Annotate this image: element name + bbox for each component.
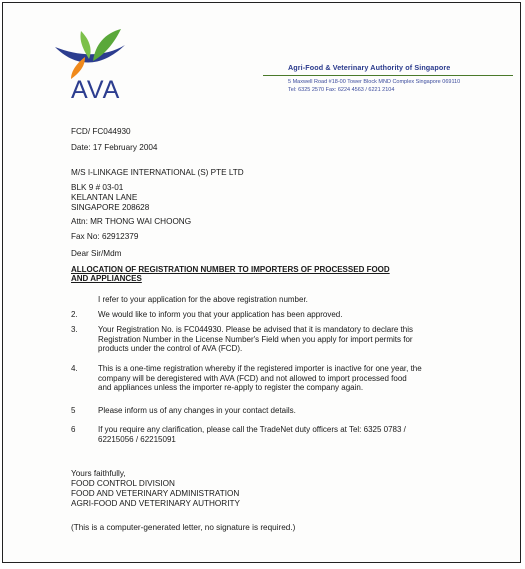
addressee-name: M/S I-LINKAGE INTERNATIONAL (S) PTE LTD [71, 168, 244, 177]
paragraph-number: 5 [71, 406, 76, 415]
subject-line-1: ALLOCATION OF REGISTRATION NUMBER TO IMPORTERS OF PROCESSED FOOD [71, 265, 390, 274]
paragraph-6: If you require any clarification, please call the TradeNet duty officers at Tel: 6325 0783 / 62215056 / 62215091 [98, 425, 406, 444]
logo-text: AVA [71, 76, 121, 104]
paragraph-2: We would like to inform you that your application has been approved. [98, 310, 343, 319]
addressee-address-3: SINGAPORE 208628 [71, 203, 150, 212]
paragraph-number: 6 [71, 425, 76, 434]
signature-line-1: FOOD CONTROL DIVISION [71, 479, 175, 488]
subject-line-2: AND APPLIANCES [71, 274, 142, 283]
paragraph-number: 2. [71, 310, 78, 319]
agency-address [288, 78, 460, 94]
letter-date: Date: 17 February 2004 [71, 143, 158, 152]
paragraph-1: I refer to your application for the above registration number. [98, 295, 308, 304]
address-line: 5 Maxwell Road #18-00 Tower Block MND Complex Singapore 069110 [288, 79, 461, 85]
computer-generated-note: (This is a computer-generated letter, no signature is required.) [71, 523, 296, 532]
signature-line-3: AGRI-FOOD AND VETERINARY AUTHORITY [71, 499, 240, 508]
agency-name: Agri-Food & Veterinary Authority of Singapore [288, 63, 451, 72]
header-divider [263, 75, 513, 76]
addressee-address-2: KELANTAN LANE [71, 193, 138, 202]
reference-number: FCD/ FC044930 [71, 127, 131, 136]
closing: Yours faithfully, [71, 469, 126, 478]
contact-line: Tel: 6325 2570 Fax: 6224 4563 / 6221 2104 [288, 87, 395, 93]
signature-line-2: FOOD AND VETERINARY ADMINISTRATION [71, 489, 240, 498]
addressee-address-1: BLK 9 # 03-01 [71, 183, 124, 192]
paragraph-3: Your Registration No. is FC044930. Please be advised that it is mandatory to declare this Registration Number in the License Number's Field when you apply for import permits for products under the control of AVA (FCD). [98, 325, 413, 354]
paragraph-5: Please inform us of any changes in your contact details. [98, 406, 296, 415]
fax-number: Fax No: 62912379 [71, 232, 139, 241]
salutation: Dear Sir/Mdm [71, 249, 122, 258]
letter-page [2, 2, 521, 563]
paragraph-number: 4. [71, 364, 78, 373]
paragraph-number: 3. [71, 325, 78, 334]
attention-line: Attn: MR THONG WAI CHOONG [71, 217, 192, 226]
paragraph-4: This is a one-time registration whereby if the registered importer is inactive for one year, the company will be deregistered with AVA (FCD) and not allowed to import processed food and appliances unless the importer re-apply to register the company again. [98, 364, 422, 393]
